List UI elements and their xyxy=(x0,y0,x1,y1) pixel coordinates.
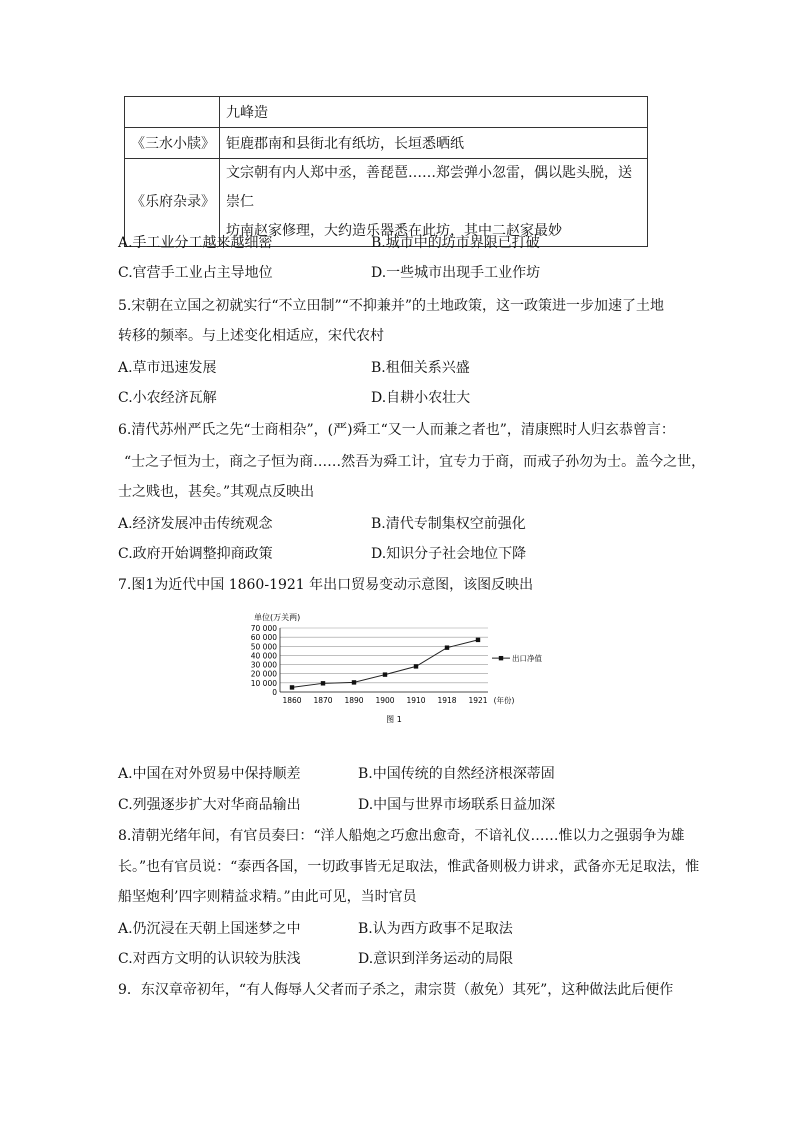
chart-y-tick-label: 20 000 xyxy=(250,669,277,679)
q6-option-d: D.知识分子社会地位下降 xyxy=(371,546,527,562)
chart-y-tick-label: 0 xyxy=(272,688,277,697)
chart-x-tick-label: 1900 xyxy=(375,696,395,705)
q6-stem-line: “士之子恒为士，商之子恒为商……然吾为舜工计，宜专力于商，而戒子孙勿为士。盖今之世， xyxy=(124,454,706,470)
table-cell-content: 钜鹿郡南和县街北有纸坊，长垣悉晒纸 xyxy=(220,128,648,159)
chart-data-point xyxy=(476,638,480,642)
q6-option-b: B.清代专制集权空前强化 xyxy=(371,516,526,532)
chart-data-point xyxy=(352,680,356,684)
chart-y-tick-label: 30 000 xyxy=(250,660,277,670)
chart-y-tick-label: 70 000 xyxy=(250,624,277,633)
q6-stem-line: 6.清代苏州严氏之先“士商相杂”，(严)舜工“又一人而兼之者也”，清康熙时人归玄恭曾言： xyxy=(118,422,675,438)
chart-caption: 图 1 xyxy=(386,715,402,724)
q5-option-b: B.租佃关系兴盛 xyxy=(371,360,470,376)
chart-x-tick-label: 1910 xyxy=(406,696,426,705)
q6-stem-line: 士之贱也，甚矣。”其观点反映出 xyxy=(118,484,315,500)
q7-option-d: D.中国与世界市场联系日益加深 xyxy=(358,797,556,813)
table-cell-content: 九峰造 xyxy=(220,97,648,128)
q7-option-a: A.中国在对外贸易中保持顺差 xyxy=(118,766,301,782)
q5-stem-line: 5.宋朝在立国之初就实行“不立田制”“不抑兼并”的土地政策，这一政策进一步加速了土地 xyxy=(118,298,664,314)
chart-x-tick-label: 1860 xyxy=(282,696,302,705)
chart-unit-label: 单位(万关两) xyxy=(254,613,301,622)
q4-option-c: C.官营手工业占主导地位 xyxy=(118,265,273,281)
q8-option-c: C.对西方文明的认识较为肤浅 xyxy=(118,951,301,967)
chart-y-tick-label: 40 000 xyxy=(250,651,277,661)
q4-option-a: A.手工业分工越来越细密 xyxy=(118,235,273,251)
table-cell-line: 文宗朝有内人郑中丞，善琵琶……郑尝弹小忽雷，偶以匙头脱，送崇仁 xyxy=(226,165,632,210)
q8-option-b: B.认为西方政事不足取法 xyxy=(358,921,513,937)
q8-option-d: D.意识到洋务运动的局限 xyxy=(358,951,514,967)
q7-option-b: B.中国传统的自然经济根深蒂固 xyxy=(358,766,555,782)
chart-data-point xyxy=(445,645,449,649)
q6-option-a: A.经济发展冲击传统观念 xyxy=(118,516,273,532)
chart-x-tick-label: 1918 xyxy=(437,696,457,705)
q8-stem-line: 长。”也有官员说：“泰西各国，一切政事皆无足取法，惟武备则极力讲求，武备亦无足取法，惟 xyxy=(118,859,700,875)
chart-legend-marker xyxy=(499,656,503,660)
q7-option-c: C.列强逐步扩大对华商品输出 xyxy=(118,797,301,813)
q8-option-a: A.仍沉浸在天朝上国迷梦之中 xyxy=(118,921,301,937)
chart-x-axis-label: (年份) xyxy=(493,696,515,705)
chart-data-point xyxy=(290,685,294,689)
chart-y-tick-label: 60 000 xyxy=(250,633,277,643)
q8-stem-line: 8.清朝光绪年间，有官员奏曰：“洋人船炮之巧愈出愈奇，不谙礼仪……惟以力之强弱争为雄 xyxy=(118,828,685,844)
chart-y-tick-label: 10 000 xyxy=(250,678,277,688)
table-row xyxy=(125,128,648,159)
table-cell-source xyxy=(125,97,220,128)
chart-data-point xyxy=(414,664,418,668)
q4-option-b: B.城市中的坊市界限已打破 xyxy=(371,235,540,251)
export-chart xyxy=(240,608,552,736)
chart-x-tick-label: 1870 xyxy=(313,696,333,705)
q7-stem-line: 7.图1为近代中国 1860-1921 年出口贸易变动示意图，该图反映出 xyxy=(118,577,534,593)
q8-stem-line: 船坚炮利’四字则精益求精。”由此可见，当时官员 xyxy=(118,889,417,905)
chart-data-point xyxy=(321,681,325,685)
q4-option-d: D.一些城市出现手工业作坊 xyxy=(371,265,541,281)
chart-y-tick-label: 50 000 xyxy=(250,642,277,652)
q5-option-d: D.自耕小农壮大 xyxy=(371,390,471,406)
chart-x-tick-label: 1890 xyxy=(344,696,364,705)
q9-stem-line: 9．东汉章帝初年，“有人侮辱人父者而子杀之，肃宗贳（赦免）其死”，这种做法此后便作 xyxy=(118,982,674,998)
q5-option-c: C.小农经济瓦解 xyxy=(118,390,217,406)
chart-series-line xyxy=(292,640,478,688)
table-row xyxy=(125,97,648,128)
table-cell-line: 坊南赵家修理，大约造乐器悉在此坊，其中二赵家最妙 xyxy=(226,223,562,239)
q5-option-a: A.草市迅速发展 xyxy=(118,360,217,376)
chart-data-point xyxy=(383,672,387,676)
q5-stem-line: 转移的频率。与上述变化相适应，宋代农村 xyxy=(118,328,384,344)
table-cell-source: 《三水小牍》 xyxy=(125,128,220,159)
source-table xyxy=(124,96,648,247)
q6-option-c: C.政府开始调整抑商政策 xyxy=(118,546,273,562)
table-cell-source: 《乐府杂录》 xyxy=(125,159,220,247)
chart-legend-label: 出口净值 xyxy=(512,654,542,664)
export-chart-svg xyxy=(240,608,552,736)
chart-x-tick-label: 1921 xyxy=(468,696,488,705)
